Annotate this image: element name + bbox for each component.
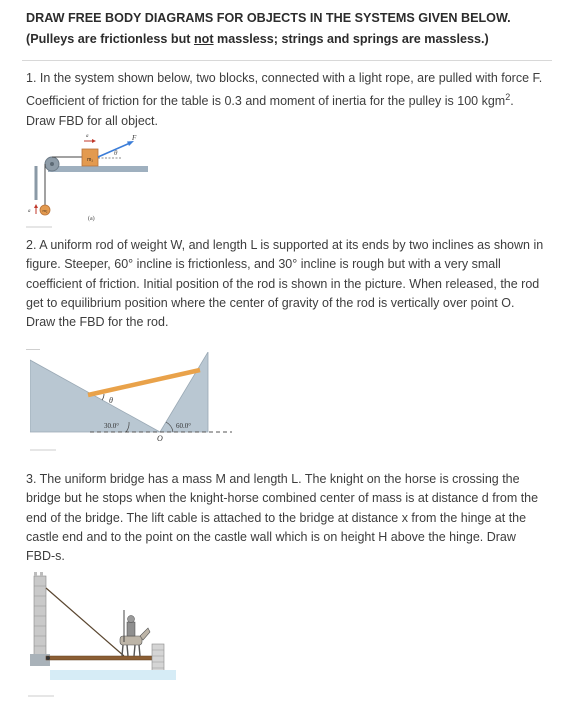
question-2-text: 2. A uniform rod of weight W, and length L is supported at its ends by two inclines as shown in figure. Steeper, 60° incline is frictionless, and 30° incline is rough but with a very small coefficient of friction. Initial position of the rod is shown in the picture. When released, the rod get to equilibrium position where the center of gravity of the rod is vertically over point O. Draw the FBD for the rod.: [26, 238, 544, 330]
rod-angle-label: θ: [109, 396, 113, 405]
bridge: [46, 656, 152, 660]
pulley-blocks-figure: [26, 128, 156, 228]
bridge-pillar: [152, 644, 164, 674]
accel-arrowhead-left: [34, 204, 38, 208]
theta-arc: [102, 394, 104, 400]
rod: [88, 370, 200, 395]
question-3-text: 3. The uniform bridge has a mass M and length L. The knight on the horse is crossing the bridge but he stops when the knight-horse combined center of mass is at distance d from the end of the bridge. The lift cable is attached to the bridge at distance x from the hinge at the castle end and to the point on the castle wall which is on height H above the hinge. Draw FBD-s.: [26, 472, 539, 564]
question-1-text-a: 1. In the system shown below, two blocks, connected with a light rope, are pulled with force F. Coefficient of friction for the table is 0.3 and moment of inertia for the pulley is 100 kgm: [26, 71, 543, 109]
figure-caption: (a): [88, 216, 95, 222]
block-m2-label: m₂: [42, 208, 48, 213]
rod-inclines-figure: [30, 352, 232, 454]
hinge: [46, 656, 50, 660]
battlement-2: [40, 572, 43, 576]
right-angle-label: 60.0°: [176, 422, 192, 430]
castle-bridge-figure: [28, 570, 176, 702]
moat-water: [50, 670, 176, 680]
separator: [26, 349, 40, 350]
question-1-text-b: . Draw FBD for all object.: [26, 94, 514, 128]
instructions-part-1: DRAW FREE BODY DIAGRAMS FOR OBJECTS IN THE SYSTEMS GIVEN BELOW. (Pulleys are frictionless but: [26, 11, 511, 46]
accel-label-top: a: [86, 134, 89, 139]
right-incline: [160, 352, 208, 432]
left-incline: [30, 360, 160, 432]
angle-theta-label: θ: [114, 149, 118, 157]
force-label: F: [132, 134, 137, 142]
accel-label-left: a: [28, 209, 31, 214]
instructions-underlined-word: not: [193, 31, 214, 46]
castle-wall: [34, 576, 46, 662]
pulley-axle: [50, 162, 54, 166]
instructions-part-2: massless; strings and springs are massless.): [213, 31, 489, 46]
left-angle-label: 30.0°: [104, 422, 120, 430]
instructions-text: [26, 8, 546, 49]
question-1-superscript: 2: [505, 92, 511, 103]
accel-arrowhead-top: [92, 139, 96, 143]
battlement-1: [34, 572, 37, 576]
table-top: [48, 166, 148, 172]
question-1-text: [26, 69, 546, 131]
instructions-header: [22, 0, 552, 61]
point-o-label: O: [157, 434, 163, 443]
block-m1-label: m₁: [87, 157, 93, 163]
